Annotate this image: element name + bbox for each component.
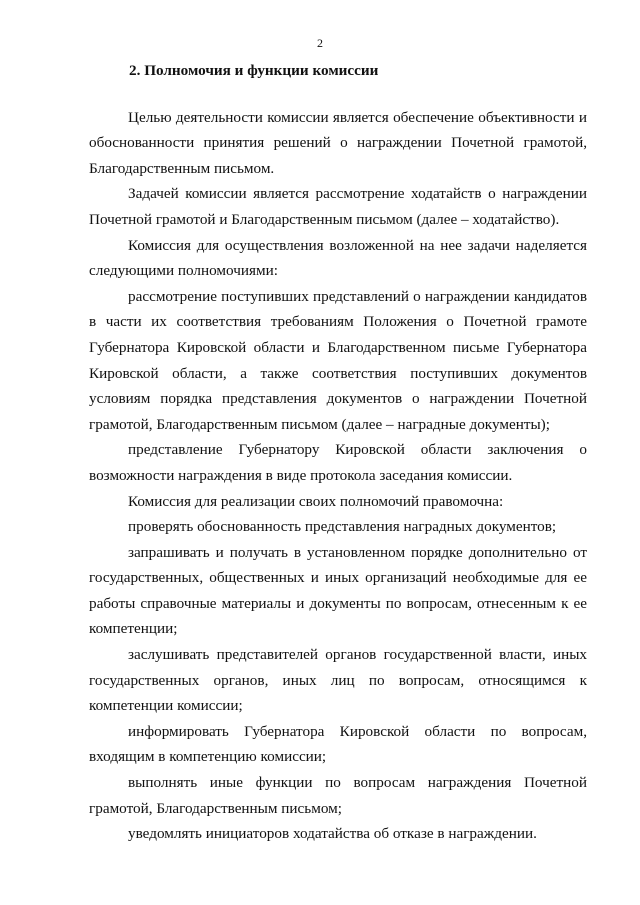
- paragraph-rights-intro: Комиссия для реализации своих полномочий правомочна:: [128, 492, 504, 510]
- paragraph-right-notify: уведомлять инициаторов ходатайства об отказе в награждении.: [128, 825, 537, 843]
- document-body: [89, 58, 587, 847]
- paragraph-right-hear: заслушивать представителей органов государственной власти, иных государственных органов, иных лиц по вопросам, относящимся к компетенции комиссии;: [89, 646, 587, 715]
- paragraph-task: Задачей комиссии является рассмотрение ходатайств о награждении Почетной грамотой и Благодарственным письмом (далее – ходатайство).: [89, 185, 587, 228]
- paragraph-right-other: выполнять иные функции по вопросам награждения Почетной грамотой, Благодарственным письмом;: [89, 774, 587, 817]
- paragraph-right-request: запрашивать и получать в установленном порядке дополнительно от государственных, общественных и иных организаций необходимые для ее работы справочные материалы и документы по вопросам, отнесенным к ее компетенции;: [89, 543, 587, 638]
- paragraph-power-conclusion: представление Губернатору Кировской области заключения о возможности награждения в виде протокола заседания комиссии.: [89, 441, 587, 484]
- page-number: 2: [317, 36, 323, 50]
- paragraph-right-verify: проверять обоснованность представления наградных документов;: [128, 518, 557, 536]
- paragraph-powers-intro: Комиссия для осуществления возложенной на нее задачи наделяется следующими полномочиями:: [89, 236, 587, 280]
- paragraph-purpose: Целью деятельности комиссии является обеспечение объективности и обоснованности принятия решений о награждении Почетной грамотой, Благодарственным письмом.: [89, 108, 587, 177]
- paragraph-power-review: рассмотрение поступивших представлений о награждении кандидатов в части их соответствия требованиям Положения о Почетной грамоте Губернатора Кировской области и Благодарственном письме Губернатора Кировской области, а также соответствия поступивших документов условиям порядка представления документов о награждении Почетной грамотой, Благодарственным письмом (далее – наградные документы);: [89, 287, 587, 433]
- section-heading: 2. Полномочия и функции комиссии: [129, 62, 379, 79]
- paragraph-right-inform: информировать Губернатора Кировской области по вопросам, входящим в компетенцию комиссии;: [89, 722, 587, 766]
